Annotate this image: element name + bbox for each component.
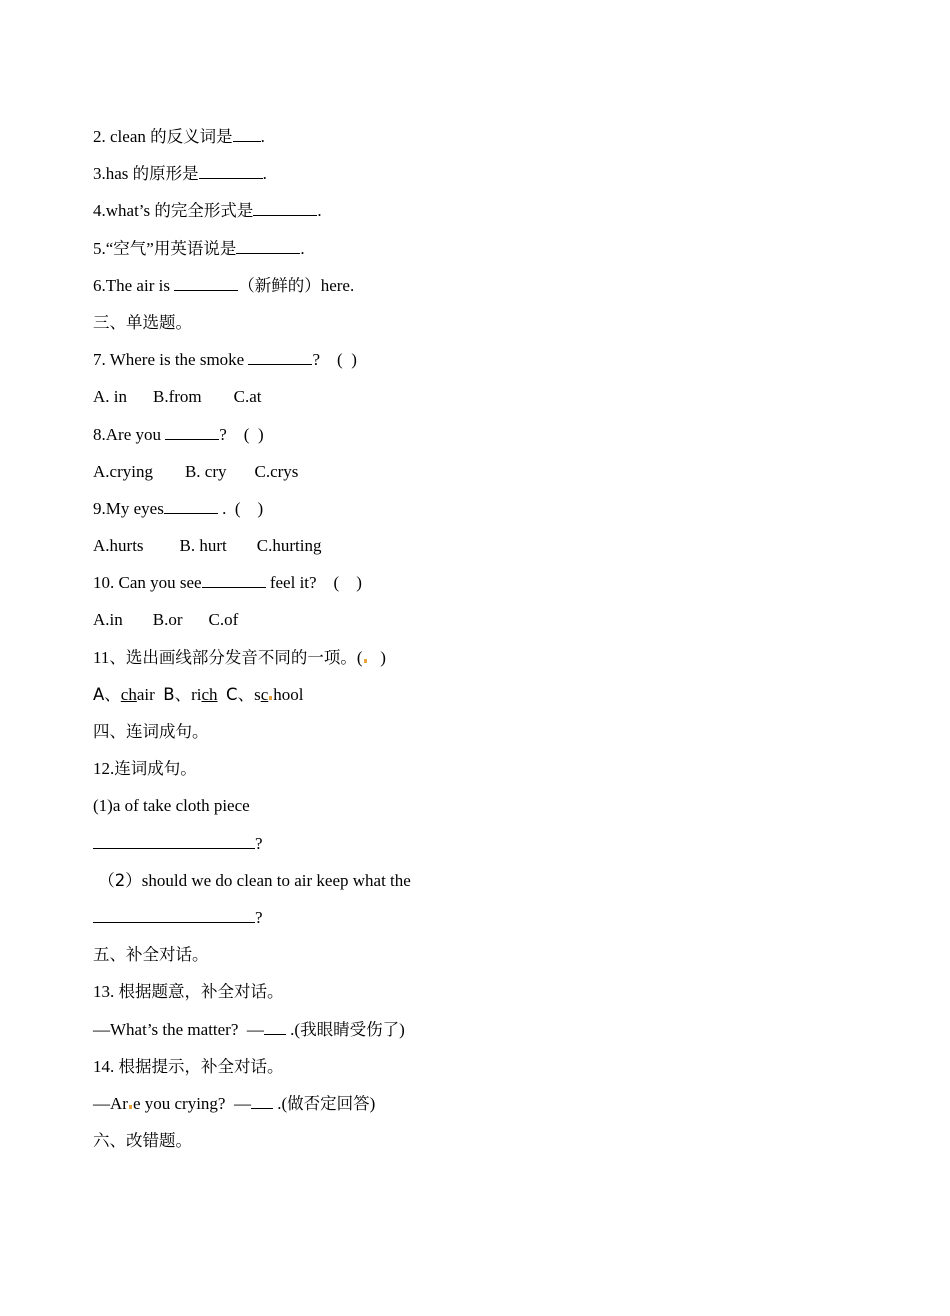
- question-11: [93, 645, 873, 682]
- edit-mark-icon: [269, 696, 272, 700]
- option-b: B. hurt: [179, 536, 227, 556]
- option-c: C.at: [233, 387, 262, 407]
- answer-blank[interactable]: [202, 571, 266, 588]
- question-3: [93, 161, 873, 198]
- answer-blank[interactable]: [253, 199, 317, 216]
- section-heading-5: 五、补全对话。: [93, 945, 209, 965]
- underlined-letters: ch: [120, 684, 137, 704]
- question-text-cjk: 的完全形式是: [154, 201, 254, 221]
- question-12-part-1-answer: [93, 831, 873, 868]
- question-10: [93, 570, 873, 607]
- question-number: 14.: [93, 1056, 119, 1076]
- answer-blank[interactable]: [165, 423, 219, 440]
- question-14: [93, 1054, 873, 1091]
- question-text-cjk: 连词成句。: [114, 759, 197, 779]
- punctuation: ?: [255, 907, 263, 927]
- question-9-options: [93, 533, 873, 570]
- option-c: C.hurting: [256, 536, 322, 556]
- question-number: 12.: [93, 759, 115, 779]
- question-number: 13.: [93, 982, 119, 1002]
- question-11-options: [93, 682, 873, 719]
- option-c-word: s: [254, 684, 261, 704]
- option-a-word: air: [136, 684, 155, 704]
- punctuation: ?: [255, 833, 263, 853]
- dialogue-text: —Ar: [93, 1093, 128, 1113]
- option-a: A.crying: [93, 461, 153, 481]
- answer-blank[interactable]: [248, 348, 312, 365]
- answer-blank[interactable]: [174, 274, 238, 291]
- option-a-label: A、: [93, 684, 121, 704]
- question-13: [93, 979, 873, 1016]
- option-c-word: hool: [273, 684, 304, 704]
- question-text-cjk: 、选出画线部分发音不同的一项。: [109, 647, 357, 667]
- punctuation: .: [260, 127, 265, 146]
- option-b: B. cry: [184, 461, 227, 481]
- answer-blank[interactable]: [251, 1092, 273, 1109]
- question-10-options: [93, 607, 873, 644]
- question-text-cjk: 根据提示，补全对话。: [118, 1056, 284, 1076]
- underlined-letters: ch: [201, 684, 218, 704]
- option-b-word: ri: [191, 684, 202, 704]
- question-9: [93, 496, 873, 533]
- answer-blank[interactable]: [233, 125, 261, 142]
- option-a: A.hurts: [93, 536, 144, 556]
- answer-line[interactable]: [93, 908, 255, 923]
- answer-bracket-open: (: [356, 647, 363, 667]
- question-7: [93, 347, 873, 384]
- section-heading-3: 三、单选题。: [93, 312, 192, 332]
- option-c-label: C、: [226, 684, 255, 704]
- underlined-letters: c: [260, 684, 269, 704]
- question-12: [93, 756, 873, 793]
- question-text: 9.My eyes: [93, 498, 164, 518]
- question-12-part-2: [93, 868, 873, 905]
- question-text: 4.what’s: [93, 201, 155, 221]
- question-text-cjk: 根据题意，补全对话。: [118, 982, 284, 1002]
- question-8-options: [93, 459, 873, 496]
- question-8: [93, 422, 873, 459]
- section-heading-6: 六、改错题。: [93, 1131, 192, 1151]
- worksheet-page: [93, 124, 873, 1165]
- punctuation: ): [399, 1019, 405, 1039]
- hint-text-cjk: （新鲜的）: [238, 275, 321, 295]
- hint-text-cjk: 做否定回答: [287, 1093, 370, 1113]
- question-14-dialogue: [93, 1091, 873, 1128]
- scrambled-words: should we do clean to air keep what the: [141, 870, 411, 890]
- answer-bracket: . ( ): [217, 498, 264, 518]
- part-number: （2）: [93, 870, 142, 890]
- answer-bracket: ? ( ): [312, 350, 357, 370]
- question-2: [93, 124, 873, 161]
- dialogue-text: e you crying? —: [132, 1093, 251, 1113]
- question-text: 3.has: [93, 164, 133, 184]
- answer-blank[interactable]: [164, 497, 218, 514]
- question-text: 2. clean: [93, 127, 151, 146]
- answer-bracket: feel it? ( ): [265, 573, 362, 593]
- question-text-cjk: 空气: [113, 238, 147, 258]
- option-c: C.crys: [254, 461, 299, 481]
- hint-text-cjk: 我眼睛受伤了: [300, 1019, 400, 1039]
- punctuation: .(: [272, 1093, 288, 1113]
- quote-mark: ”: [146, 238, 154, 258]
- question-number: 11: [93, 647, 110, 667]
- question-text: 5.“: [93, 238, 114, 258]
- question-text: 8.Are you: [93, 424, 166, 444]
- dialogue-text: —What’s the matter? —: [93, 1019, 264, 1039]
- answer-blank[interactable]: [236, 237, 300, 254]
- punctuation: .: [262, 164, 267, 184]
- question-text-cjk: 用英语说是: [153, 238, 237, 258]
- answer-blank[interactable]: [264, 1018, 286, 1035]
- edit-mark-icon: [364, 659, 367, 663]
- question-5: [93, 236, 873, 273]
- section-heading-4: 四、连词成句。: [93, 722, 209, 741]
- option-a: A. in: [93, 387, 127, 407]
- option-c: C.of: [208, 610, 239, 630]
- answer-bracket: ? ( ): [219, 424, 264, 444]
- question-12-part-1: (1)a of take cloth piece: [93, 796, 250, 816]
- question-text-cjk: 的原形是: [132, 164, 199, 184]
- question-text: 10. Can you see: [93, 573, 202, 593]
- punctuation: .: [300, 238, 305, 258]
- edit-mark-icon: [129, 1105, 132, 1109]
- answer-blank[interactable]: [199, 162, 263, 179]
- answer-line[interactable]: [93, 834, 255, 849]
- question-text: here.: [320, 275, 355, 295]
- option-a: A.in: [93, 610, 123, 630]
- question-7-options: [93, 384, 873, 421]
- question-text: 7. Where is the smoke: [93, 350, 249, 370]
- question-4: [93, 198, 873, 235]
- answer-bracket-close: ): [367, 647, 386, 667]
- option-b: B.from: [153, 387, 202, 407]
- punctuation: .: [317, 201, 322, 221]
- option-b-label: B、: [163, 684, 192, 704]
- question-13-dialogue: [93, 1017, 873, 1054]
- option-b: B.or: [152, 610, 183, 630]
- question-6: [93, 273, 873, 310]
- question-text-cjk: 的反义词是: [150, 127, 233, 146]
- question-12-part-2-answer: [93, 905, 873, 942]
- punctuation: ): [369, 1093, 376, 1113]
- punctuation: .(: [285, 1019, 301, 1039]
- question-text: 6.The air is: [93, 275, 175, 295]
